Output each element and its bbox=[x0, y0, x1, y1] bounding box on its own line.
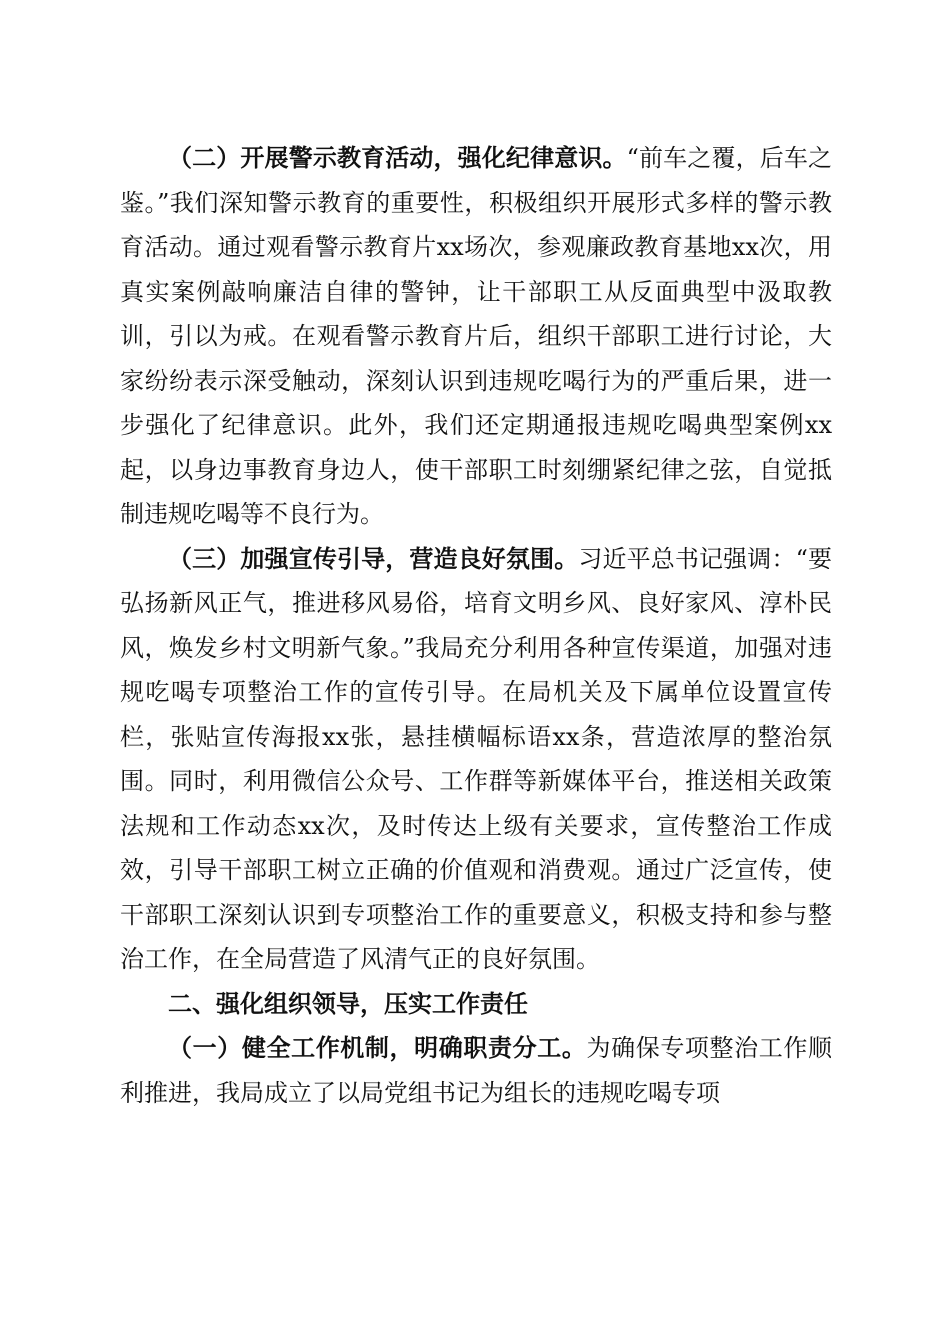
paragraph-body: “前车之覆，后车之鉴。”我们深知警示教育的重要性，积极组织开展形式多样的警示教育活动。通过观看警示教育片xx场次，参观廉政教育基地xx次，用真实案例敲响廉洁自律的警钟，让干部职工从反面典型中汲取教训，引以为戒。在观看警示教育片后，组织干部职工进行讨论，大家纷纷表示深受触动，深刻认识到违规吃喝行为的严重后果，进一步强化了纪律意识。此外，我们还定期通报违规吃喝典型案例xx起，以身边事教育身边人，使干部职工时刻绷紧纪律之弦，自觉抵制违规吃喝等不良行为。 bbox=[120, 144, 832, 528]
paragraph-lead: （一）健全工作机制，明确职责分工。 bbox=[168, 1034, 587, 1062]
paragraph-lead: （三）加强宣传引导，营造良好氛围。 bbox=[168, 544, 579, 573]
paragraph-warning-education bbox=[120, 136, 832, 537]
document-page bbox=[120, 136, 832, 1115]
paragraph-lead: （二）开展警示教育活动，强化纪律意识。 bbox=[168, 144, 627, 172]
paragraph-body: 为确保专项整治工作顺利推进，我局成立了以局党组书记为组长的违规吃喝专项 bbox=[120, 1034, 833, 1107]
paragraph-body: 习近平总书记强调：“要弘扬新风正气，推进移风易俗，培育文明乡风、良好家风、淳朴民风，焕发乡村文明新气象。”我局充分利用各种宣传渠道，加强对违规吃喝专项整治工作的宣传引导。在局机关及下属单位设置宣传栏，张贴宣传海报xx张，悬挂横幅标语xx条，营造浓厚的整治氛围。同时，利用微信公众号、工作群等新媒体平台，推送相关政策法规和工作动态xx次，及时传达上级有关要求，宣传整治工作成效，引导干部职工树立正确的价值观和消费观。通过广泛宣传，使干部职工深刻认识到专项整治工作的重要意义，积极支持和参与整治工作，在全局营造了风清气正的良好氛围。 bbox=[120, 544, 832, 973]
paragraph-publicity-guidance bbox=[120, 537, 832, 982]
paragraph-work-mechanism bbox=[120, 1026, 832, 1115]
section-heading: 二、强化组织领导，压实工作责任 bbox=[168, 989, 528, 1018]
